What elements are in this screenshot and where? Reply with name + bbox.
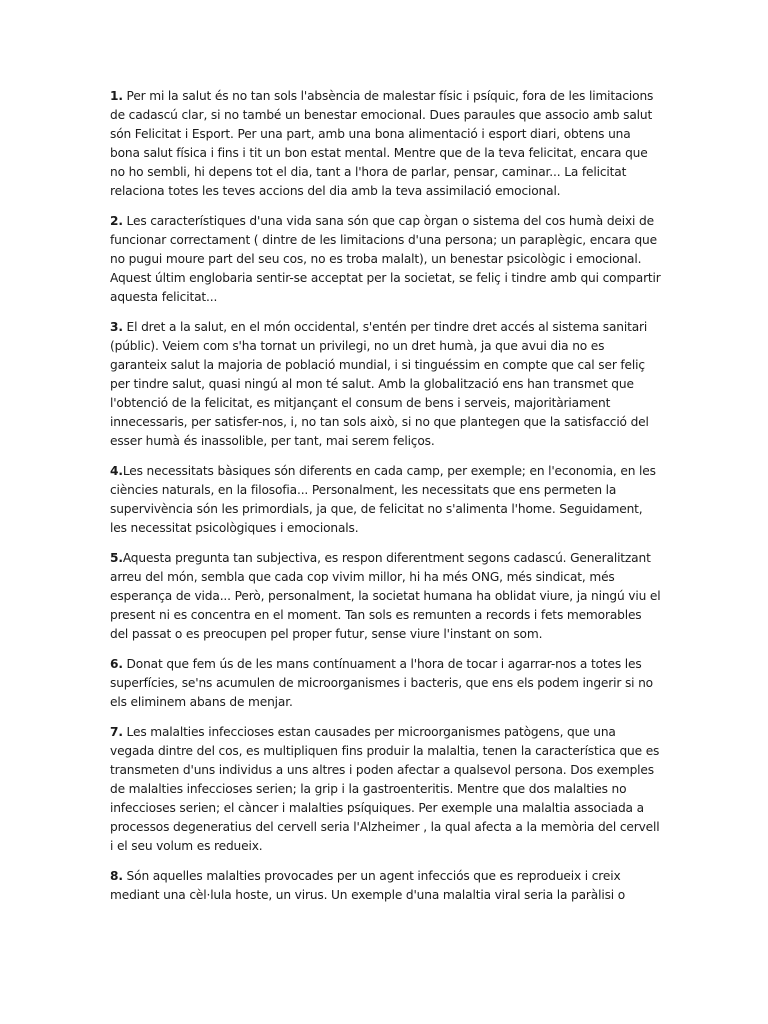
paragraph-7 [110, 723, 662, 856]
paragraph-number: 2 [110, 214, 119, 228]
paragraph-6 [110, 655, 662, 712]
paragraph-number: 6 [110, 657, 119, 671]
paragraph-number: 1 [110, 89, 119, 103]
paragraph-text: Les necessitats bàsiques són diferents en cada camp, per exemple; en l'economia, en les ciències naturals, en la filosofia... Personalment, les necessitats que ens permeten la supervivència són les primordials, ja que, de felicitat no s'alimenta l'home. Seguidament, les necessitat psicològiques i emocionals. [110, 464, 656, 535]
document-page [110, 87, 662, 935]
paragraph-number-dot: . [118, 214, 123, 228]
paragraph-4 [110, 462, 662, 538]
paragraph-number-dot: . [118, 320, 123, 334]
paragraph-number-dot: . [118, 551, 123, 565]
paragraph-number: 3 [110, 320, 119, 334]
paragraph-text: Les característiques d'una vida sana són que cap òrgan o sistema del cos humà deixi de funcionar correctament ( dintre de les limitacions d'una persona; un paraplègic, encara que no pugui moure part del seu cos, no es troba malalt), un benestar psicològic i emocional. Aquest últim englobaria sentir-se acceptat per la societat, se feliç i tindre amb qui compartir aquesta felicitat... [110, 214, 661, 304]
paragraph-3 [110, 318, 662, 451]
paragraph-text: Les malalties infeccioses estan causades per microorganismes patògens, que una vegada dintre del cos, es multipliquen fins produir la malaltia, tenen la característica que es transmeten d'uns individus a uns altres i poden afectar a qualsevol persona. Dos exemples de malalties infeccioses serien; la grip i la gastroenteritis. Mentre que dos malalties no infeccioses serien; el càncer i malalties psíquiques. Per exemple una malaltia associada a processos degeneratius del cervell seria l'Alzheimer , la qual afecta a la memòria del cervell i el seu volum es redueix. [110, 725, 660, 853]
paragraph-number: 5 [110, 551, 119, 565]
paragraph-number-dot: . [118, 657, 123, 671]
paragraph-number-dot: . [118, 464, 123, 478]
paragraph-number: 8 [110, 869, 119, 883]
paragraph-number: 7 [110, 725, 119, 739]
page-bottom-margin [0, 905, 768, 1024]
paragraph-text: El dret a la salut, en el món occidental, s'entén per tindre dret accés al sistema sanitari (públic). Veiem com s'ha tornat un privilegi, no un dret humà, ja que avui dia no es garanteix salut la majoria de població mundial, i si tinguéssim en compte que cal ser feliç per tindre salut, quasi ningú al mon té salut. Amb la globalització ens han transmet que l'obtenció de la felicitat, es mitjançant el consum de bens i serveis, majoritàriament innecessaris, per satisfer-nos, i, no tan sols això, si no que plantegen que la satisfacció del esser humà és inassolible, per tant, mai serem feliços. [110, 320, 649, 448]
paragraph-number: 4 [110, 464, 119, 478]
paragraph-5 [110, 549, 662, 644]
paragraph-text: Són aquelles malalties provocades per un agent infecciós que es reprodueix i creix mediant una cèl·lula hoste, un virus. Un exemple d'una malaltia viral seria la paràlisi o [110, 869, 626, 902]
paragraph-text: Aquesta pregunta tan subjectiva, es respon diferentment segons cadascú. Generalitzant arreu del món, sembla que cada cop vivim millor, hi ha més ONG, més sindicat, més esperança de vida... Però, personalment, la societat humana ha oblidat viure, ja ningú viu el present ni es concentra en el moment. Tan sols es remunten a records i fets memorables del passat o es preocupen pel proper futur, sense viure l'instant on som. [110, 551, 661, 641]
paragraph-text: Per mi la salut és no tan sols l'absència de malestar físic i psíquic, fora de les limitacions de cadascú clar, si no també un benestar emocional. Dues paraules que associo amb salut són Felicitat i Esport. Per una part, amb una bona alimentació i esport diari, obtens una bona salut física i fins i tit un bon estat mental. Mentre que de la teva felicitat, encara que no ho sembli, hi depens tot el dia, tant a l'hora de parlar, pensar, caminar... La felicitat relaciona totes les teves accions del dia amb la teva assimilació emocional. [110, 89, 654, 198]
paragraph-1 [110, 87, 662, 201]
paragraph-number-dot: . [118, 725, 123, 739]
paragraph-2 [110, 212, 662, 307]
paragraph-number-dot: . [118, 89, 123, 103]
paragraph-number-dot: . [118, 869, 123, 883]
paragraph-text: Donat que fem ús de les mans contínuament a l'hora de tocar i agarrar-nos a totes les superfícies, se'ns acumulen de microorganismes i bacteris, que ens els podem ingerir si no els eliminem abans de menjar. [110, 657, 653, 709]
